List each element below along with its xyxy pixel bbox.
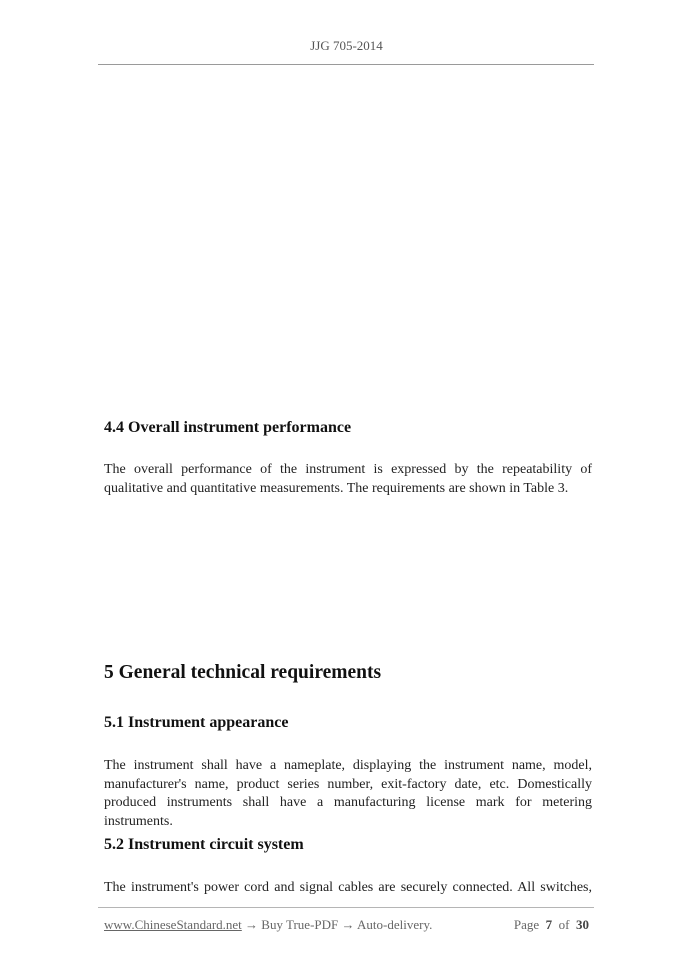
heading-5-1: 5.1 Instrument appearance <box>104 714 289 731</box>
text-line: The instrument's power cord and signal cables are securely connected. All switches, <box>104 880 592 895</box>
text-line: The overall performance of the instrument is expressed by the repeatability of <box>104 462 592 477</box>
footer-promo <box>104 917 432 933</box>
page-current: 7 <box>545 917 553 932</box>
paragraph-5-1 <box>104 757 592 831</box>
heading-4-4: 4.4 Overall instrument performance <box>104 419 352 436</box>
paragraph-4-4 <box>104 461 592 498</box>
heading-5-2: 5.2 Instrument circuit system <box>104 836 304 853</box>
document-code: JJG 705-2014 <box>310 38 383 53</box>
page-footer <box>104 917 589 933</box>
paragraph-5-2 <box>104 879 592 898</box>
page-total: 30 <box>576 917 589 932</box>
page-label: Page <box>513 917 540 932</box>
page-indicator <box>514 917 589 933</box>
heading-5: 5 General technical requirements <box>104 662 382 683</box>
text-line: qualitative and quantitative measurements. The requirements are shown in Table 3. <box>104 480 569 496</box>
site-link[interactable]: www.ChineseStandard.net <box>104 917 242 932</box>
text-line: produced instruments shall have a manufacturing license mark for metering instruments. <box>104 795 592 829</box>
header-divider <box>98 64 594 65</box>
text-line: manufacturer's name, product series number, exit-factory date, etc. Domestically <box>104 776 592 792</box>
page-of: of <box>558 917 570 932</box>
promo-text: → Buy True-PDF → Auto-delivery. <box>241 917 433 932</box>
text-line: The instrument shall have a nameplate, displaying the instrument name, model, <box>104 758 592 773</box>
footer-divider <box>98 907 594 908</box>
